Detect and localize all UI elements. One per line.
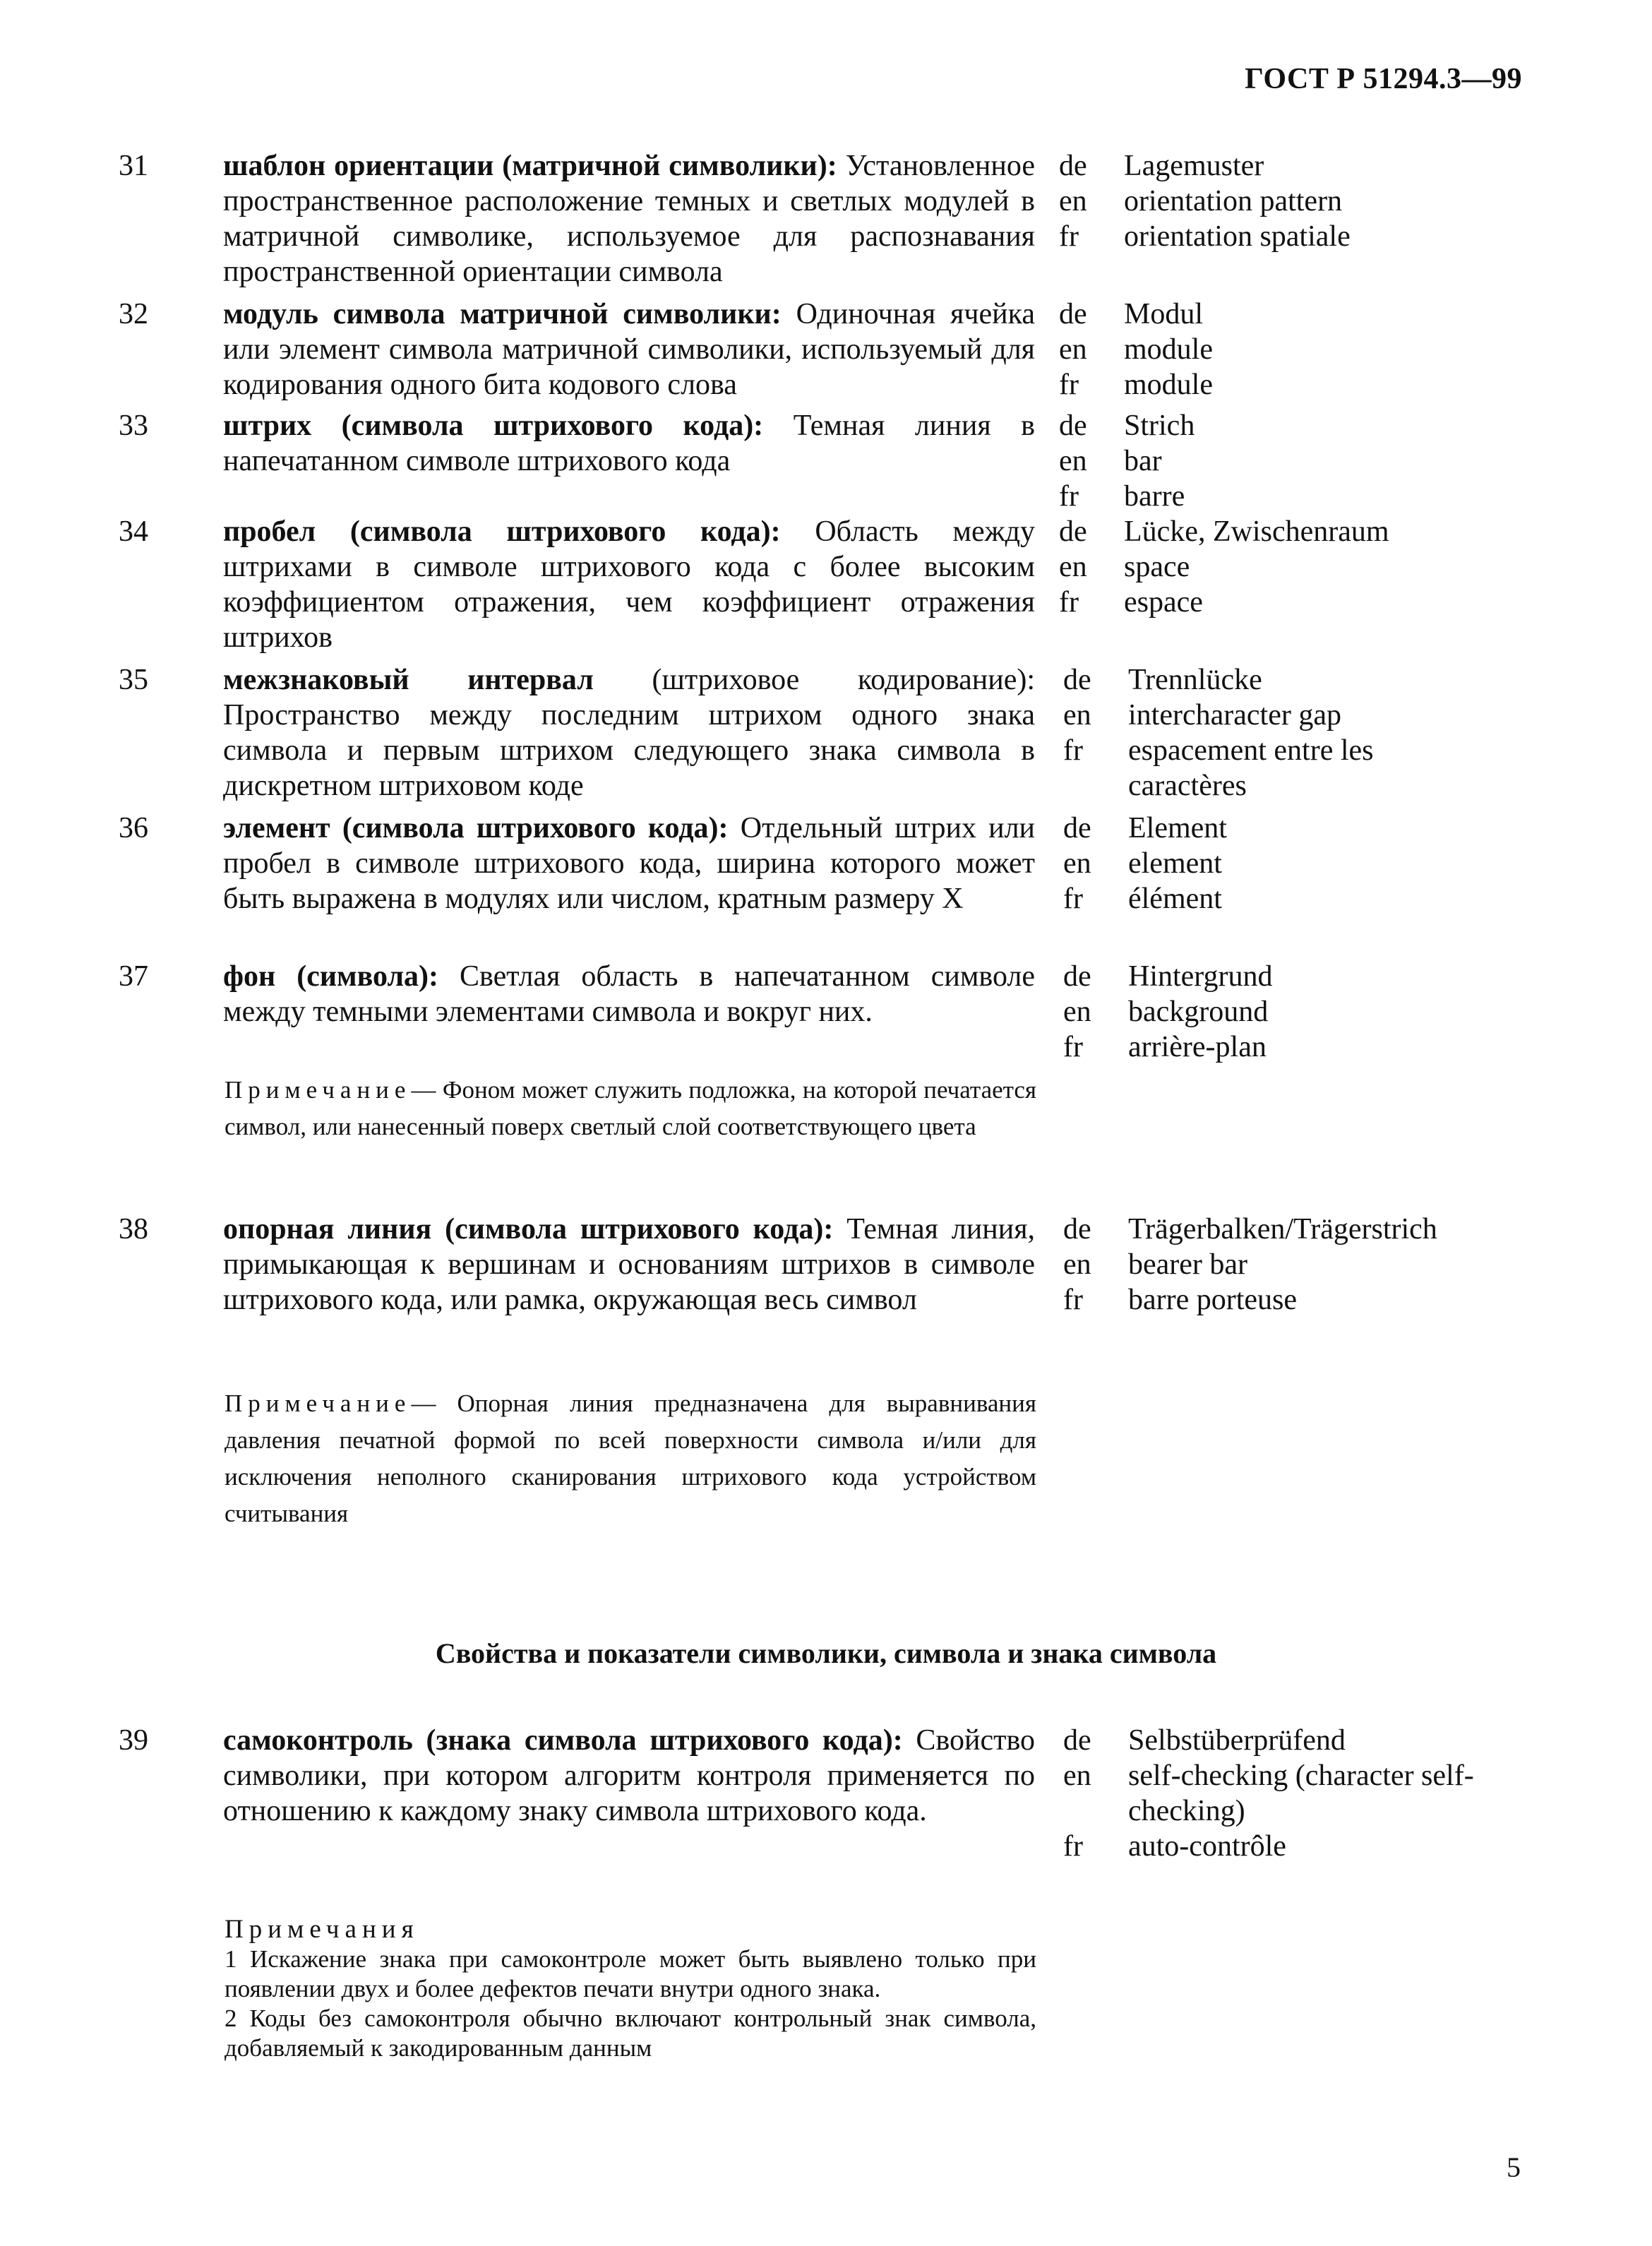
term-name: шаблон ориентации (матричной символики): bbox=[223, 150, 837, 182]
entry-definition bbox=[223, 297, 1035, 402]
lang-de: de bbox=[1059, 515, 1087, 548]
term-en: background bbox=[1128, 996, 1269, 1028]
entry-definition bbox=[223, 148, 1035, 289]
lang-fr: fr bbox=[1063, 1284, 1083, 1316]
term-fr-cont: caractères bbox=[1128, 770, 1247, 802]
term-text: Темная линия в напечатанном символе штрихового кода bbox=[223, 410, 1036, 477]
lang-en: en bbox=[1063, 699, 1091, 731]
lang-en: en bbox=[1059, 185, 1087, 217]
lang-en: en bbox=[1063, 847, 1091, 880]
term-de: Trägerbalken/Trägerstrich bbox=[1128, 1213, 1437, 1246]
lang-de: de bbox=[1059, 298, 1087, 330]
term-text: Одиночная ячейка или элемент символа матричной символики, используемый для кодирования одного бита кодового слова bbox=[223, 298, 1035, 401]
term-fr: élément bbox=[1128, 883, 1222, 915]
lang-en: en bbox=[1059, 333, 1087, 366]
term-en: bar bbox=[1124, 445, 1162, 477]
term-fr: orientation spatiale bbox=[1124, 220, 1351, 253]
term-en-cont: checking) bbox=[1128, 1795, 1245, 1827]
term-text: Свойство символики, при котором алгоритм контроля применяется по отношению к каждому знаку символа штрихового кода. bbox=[223, 1724, 1035, 1827]
lang-fr: fr bbox=[1063, 1830, 1083, 1863]
notes-label: Примечания bbox=[225, 1915, 419, 1944]
note-text: — Фоном может служить подложка, на которой печатается символ, или нанесенный поверх светлый слой соответствующего цвета bbox=[225, 1076, 1036, 1140]
term-fr: arrière-plan bbox=[1128, 1031, 1267, 1063]
entry-number: 35 bbox=[119, 664, 148, 696]
term-text: (штриховое кодирование): Пространство между последним штрихом одного знака символа и первым штрихом следующего знака символа в дискретном штриховом коде bbox=[223, 664, 1035, 802]
term-en: space bbox=[1124, 551, 1190, 583]
term-de: Strich bbox=[1124, 410, 1195, 442]
notes-39 bbox=[225, 1915, 1036, 2063]
lang-fr: fr bbox=[1059, 586, 1079, 619]
lang-de: de bbox=[1063, 812, 1091, 844]
term-name: самоконтроль (знака символа штрихового кода): bbox=[223, 1724, 903, 1757]
term-fr: auto-contrôle bbox=[1128, 1830, 1286, 1863]
note-item-1: 1 Искажение знака при самоконтроле может быть выявлено только при появлении двух и более дефектов печати внутри одного знака. bbox=[225, 1945, 1036, 2002]
lang-en: en bbox=[1059, 445, 1087, 477]
term-name: пробел (символа штрихового кода): bbox=[223, 515, 781, 548]
entry-definition bbox=[223, 959, 1035, 1029]
lang-de: de bbox=[1059, 410, 1087, 442]
note-item-2: 2 Коды без самоконтроля обычно включают контрольный знак символа, добавляемый к закодированным данным bbox=[225, 2005, 1036, 2062]
note-38 bbox=[225, 1385, 1036, 1532]
term-de: Element bbox=[1128, 812, 1227, 844]
lang-de: de bbox=[1063, 960, 1091, 993]
lang-en: en bbox=[1063, 1760, 1091, 1792]
lang-en: en bbox=[1059, 551, 1087, 583]
entry-definition bbox=[223, 662, 1035, 804]
lang-en: en bbox=[1063, 996, 1091, 1028]
entry-number: 32 bbox=[119, 298, 148, 330]
lang-fr: fr bbox=[1063, 1031, 1083, 1063]
note-37 bbox=[225, 1072, 1036, 1145]
entry-number: 33 bbox=[119, 410, 148, 442]
entry-definition bbox=[223, 514, 1035, 655]
term-text: Отдельный штрих или пробел в символе штрихового кода, ширина которого может быть выражена в модулях или числом, кратным размеру X bbox=[223, 812, 1036, 915]
term-name: штрих (символа штрихового кода): bbox=[223, 410, 764, 442]
term-text: Светлая область в напечатанном символе между темными элементами символа и вокруг них. bbox=[223, 960, 1035, 1028]
note-text: — Опорная линия предназначена для выравнивания давления печатной формой по всей поверхности символа и/или для исключения неполного сканирования штрихового кода устройством считывания bbox=[225, 1390, 1036, 1527]
term-name: элемент (символа штрихового кода): bbox=[223, 812, 729, 844]
lang-de: de bbox=[1063, 1724, 1091, 1757]
term-fr: barre bbox=[1124, 480, 1185, 513]
term-fr: espace bbox=[1124, 586, 1203, 619]
note-label: Примечание bbox=[225, 1390, 412, 1417]
term-de: Lücke, Zwischenraum bbox=[1124, 515, 1389, 548]
term-name: опорная линия (символа штрихового кода): bbox=[223, 1213, 834, 1246]
term-de: Selbstüberprüfend bbox=[1128, 1724, 1346, 1757]
lang-de: de bbox=[1063, 664, 1091, 696]
term-en: module bbox=[1124, 333, 1213, 366]
term-name: модуль символа матричной символики: bbox=[223, 298, 782, 330]
term-text: Темная линия, примыкающая к вершинам и основаниям штрихов в символе штрихового кода, или рамка, окружающая весь символ bbox=[223, 1213, 1036, 1316]
term-en: bearer bar bbox=[1128, 1248, 1248, 1281]
entry-number: 34 bbox=[119, 515, 148, 548]
lang-de: de bbox=[1059, 150, 1087, 182]
entry-definition bbox=[223, 1723, 1035, 1829]
term-de: Hintergrund bbox=[1128, 960, 1273, 993]
term-en: element bbox=[1128, 847, 1222, 880]
term-fr: module bbox=[1124, 369, 1213, 401]
term-name: фон (символа): bbox=[223, 960, 439, 993]
term-en: orientation pattern bbox=[1124, 185, 1343, 217]
document-header: ГОСТ Р 51294.3—99 bbox=[1245, 63, 1522, 95]
entry-number: 39 bbox=[119, 1724, 148, 1757]
entry-number: 36 bbox=[119, 812, 148, 844]
lang-fr: fr bbox=[1059, 220, 1079, 253]
term-en: intercharacter gap bbox=[1128, 699, 1341, 731]
section-heading: Свойства и показатели символики, символа и знака символа bbox=[435, 1637, 1217, 1669]
entry-number: 38 bbox=[119, 1213, 148, 1246]
term-fr: espacement entre les bbox=[1128, 734, 1374, 767]
term-de: Modul bbox=[1124, 298, 1204, 330]
term-text: Область между штрихами в символе штрихового кода с более высоким коэффициентом отражения, чем коэффициент отражения штрихов bbox=[223, 515, 1036, 654]
lang-fr: fr bbox=[1063, 734, 1083, 767]
term-de: Trennlücke bbox=[1128, 664, 1262, 696]
lang-fr: fr bbox=[1059, 480, 1079, 513]
note-label: Примечание bbox=[225, 1076, 412, 1104]
entry-number: 31 bbox=[119, 150, 148, 182]
term-text: Установленное пространственное расположение темных и светлых модулей в матричной символике, используемое для распознавания пространственной ориентации символа bbox=[223, 150, 1035, 288]
lang-fr: fr bbox=[1063, 883, 1083, 915]
term-de: Lagemuster bbox=[1124, 150, 1264, 182]
term-fr: barre porteuse bbox=[1128, 1284, 1298, 1316]
page-number: 5 bbox=[1507, 2151, 1521, 2183]
entry-definition bbox=[223, 1212, 1035, 1318]
entry-number: 37 bbox=[119, 960, 148, 993]
term-en: self-checking (character self- bbox=[1128, 1760, 1474, 1792]
lang-fr: fr bbox=[1059, 369, 1079, 401]
entry-definition bbox=[223, 408, 1035, 479]
term-name: межзнаковый интервал bbox=[223, 664, 594, 696]
lang-en: en bbox=[1063, 1248, 1091, 1281]
lang-de: de bbox=[1063, 1213, 1091, 1246]
entry-definition bbox=[223, 811, 1035, 916]
